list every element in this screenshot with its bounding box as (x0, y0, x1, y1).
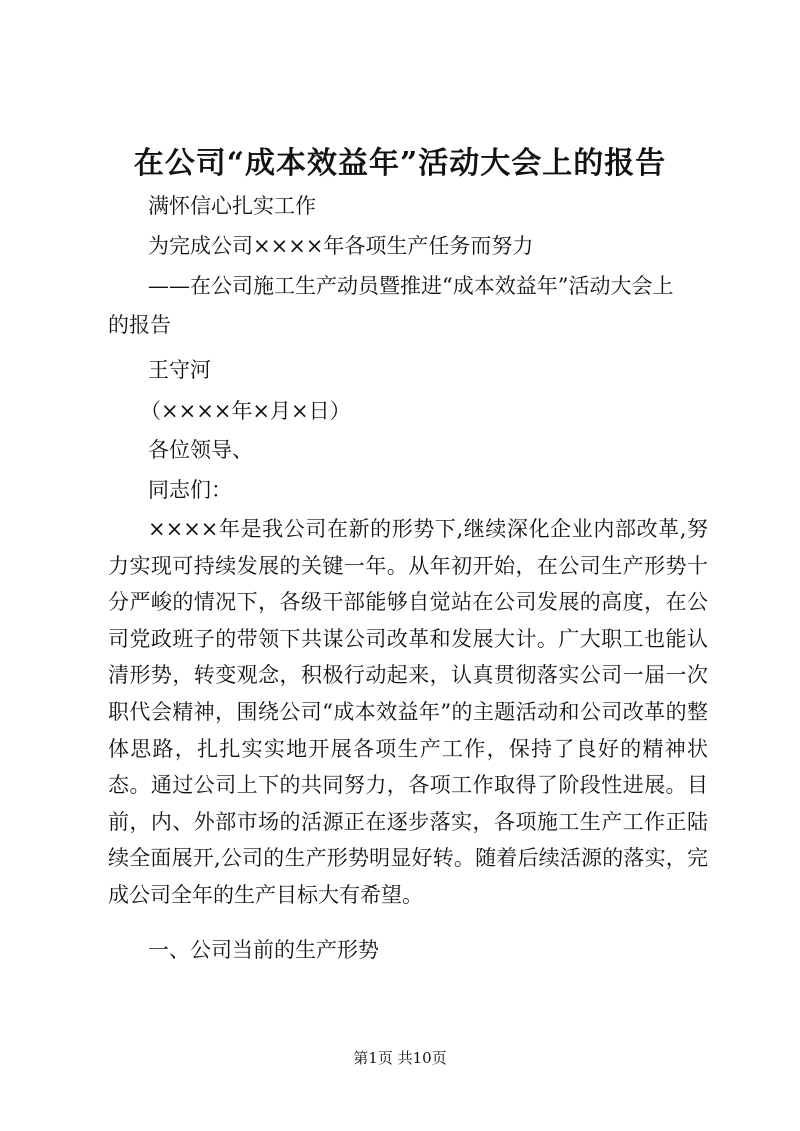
subtitle-3-line-2: 的报告 (108, 313, 171, 337)
subtitle-1: 满怀信心扎实工作 (148, 194, 316, 218)
report-date: （××××年×月×日） (140, 399, 351, 423)
document-title: 在公司“成本效益年”活动大会上的报告 (133, 146, 667, 181)
subtitle-2: 为完成公司××××年各项生产任务而努力 (148, 234, 534, 258)
salutation-comrades: 同志们： (148, 478, 232, 502)
subtitle-3-line-1: ——在公司施工生产动员暨推进“成本效益年”活动大会上 (148, 274, 674, 298)
section-heading: 一、公司当前的生产形势 (148, 938, 379, 962)
salutation-leaders: 各位领导、 (148, 438, 253, 462)
page-footer: 第1页 共10页 (353, 1049, 447, 1067)
body-paragraph: ××××年是我公司在新的形势下,继续深化企业内部改革,努力实现可持续发展的关键一年。从年初开始，在公司生产形势十分严峻的情况下，各级干部能够自觉站在公司发展的高度，在公司党政班子的带领下共谋公司改革和发展大计。广大职工也能认清形势，转变观念，积极行动起来，认真贯彻落实公司一届一次职代会精神，围绕公司“成本效益年”的主题活动和公司改革的整体思路，扎扎实实地开展各项生产工作，保持了良好的精神状态。通过公司上下的共同努力，各项工作取得了阶段性进展。目前，内、外部市场的活源正在逐步落实，各项施工生产工作正陆续全面展开,公司的生产形势明显好转。随着后续活源的落实，完成公司全年的生产目标大有希望。 (108, 517, 708, 907)
author-name: 王守河 (148, 358, 211, 382)
